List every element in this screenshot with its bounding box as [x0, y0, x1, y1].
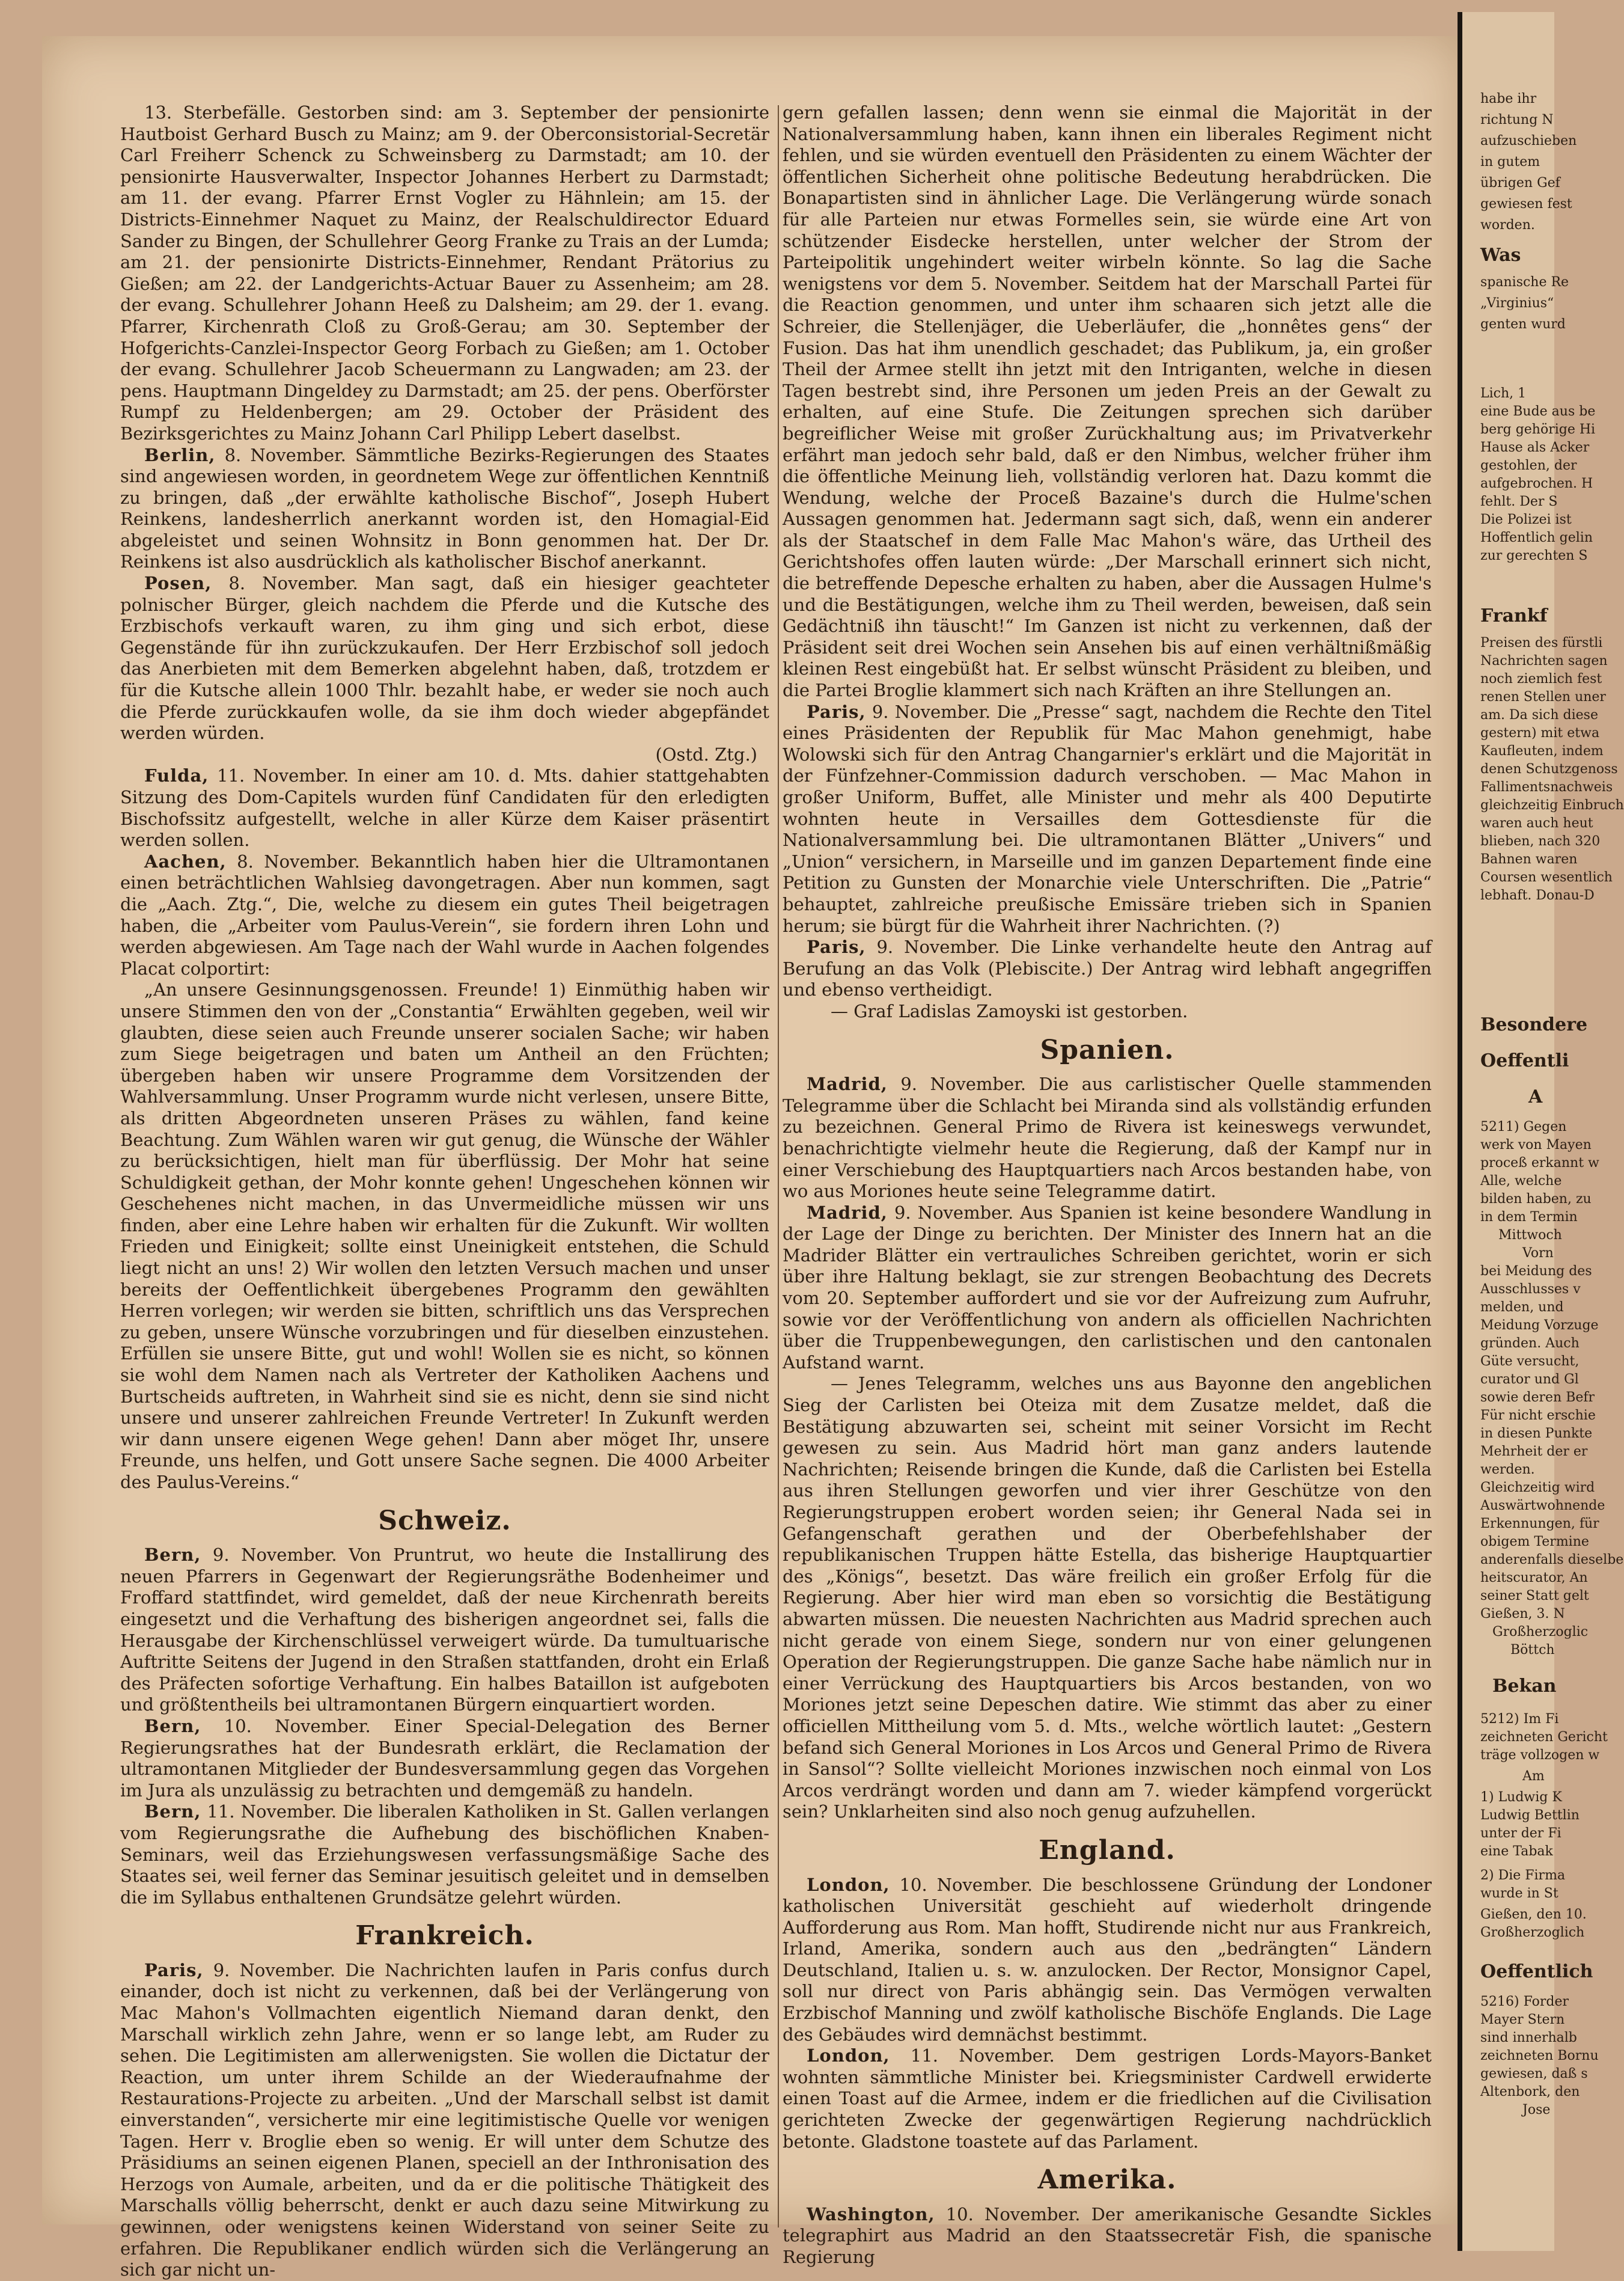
strip-fragment: gründen. Auch: [1480, 1336, 1580, 1351]
article-text: 8. November. Man sagt, daß ein hiesiger geachteter polnischer Bürger, gleich nachdem die Pferde und die Kutsche des Erzbischofs verkauft waren, zu ihm ging und sich erbot, diese Gegenstände für ihn zurückzukaufen. Der Herr Erzbischof soll jedoch das Anerbieten mit dem Bemerken abgelehnt haben, daß, trotzdem er für die Kutsche allein 1000 Thlr. bezahlt habe, er weder sie noch auch die Pferde zurückkaufen wolle, da sie ihm doch wieder abgepfändet werden würden.: [120, 573, 770, 744]
strip-fragment: bilden haben, zu: [1480, 1192, 1592, 1207]
strip-fragment: in gutem: [1480, 155, 1540, 170]
strip-fragment: eine Tabak: [1480, 1844, 1553, 1859]
dateline-place: Posen,: [144, 573, 212, 594]
strip-fragment: Coursen wesentlich: [1480, 870, 1613, 885]
strip-heading: Frankf: [1480, 605, 1548, 626]
section-heading-frankreich: Frankreich.: [355, 1920, 534, 1952]
strip-fragment: Bahnen waren: [1480, 852, 1578, 867]
strip-fragment: Vorn: [1522, 1246, 1554, 1261]
right-column: [783, 102, 1432, 2268]
strip-fragment: lebhaft. Donau-D: [1480, 888, 1595, 903]
strip-fragment: aufgebrochen. H: [1480, 476, 1593, 491]
article-washington: [783, 2204, 1432, 2268]
strip-fragment: Gleichzeitig wird: [1480, 1480, 1595, 1495]
strip-fragment: wurde in St: [1480, 1886, 1558, 1901]
strip-fragment: anderenfalls dieselbe: [1480, 1552, 1624, 1567]
article-posen: [120, 573, 769, 744]
strip-fragment: Mittwoch: [1498, 1228, 1562, 1243]
dateline-place: Madrid,: [807, 1202, 888, 1223]
strip-fragment: Für nicht erschie: [1480, 1408, 1596, 1423]
dateline-place: Paris,: [144, 1959, 204, 1980]
strip-fragment: Die Polizei ist: [1480, 512, 1572, 527]
strip-fragment: gestern) mit etwa: [1480, 726, 1600, 741]
article-text: 10. November. Die beschlossene Gründung der Londoner katholischen Universität geschieht auf wiederholt dringende Aufforderung aus Rom. Man hofft, Studirende nicht nur aus Frankreich, Irland, Amerika, sondern auch aus den „bedrängten“ Ländern Deutschland, Italien u. s. w. anzulocken. Der Rector, Monsignor Capel, soll nur direct von Paris abhängig sein. Das Vermögen verwalten Erzbischof Manning und zwölf katholische Bischöfe Englands. Die Lage des Gebäudes wird demnächst bestimmt.: [783, 1874, 1432, 2045]
aachen-placard-quote: „An unsere Gesinnungsgenossen. Freunde! 1) Einmüthig haben wir unsere Stimmen den von der „Constantia“ Erwählten gegeben, weil wir glaubten, diese seien auch Freunde unserer socialen Sache; wir haben zum Siege beigetragen und baten um Antheil an den Früchten; übergeben haben wir unsere Programme dem Vorsitzenden der Wahlversammlung. Unser Programm wurde nicht verlesen, unsere Bitte, als dritten Abgeordneten unseren Präses zu wählen, fand keine Beachtung. Zum Wählen waren wir gut genug, die Wünsche der Wähler zu berücksichtigen, hielt man für überflüssig. Der Mohr hat seine Schuldigkeit gethan, der Mohr konnte gehen! Ungeschehen können wir Geschehenes nicht machen, in das Unvermeidliche müssen wir uns finden, aber eine Lehre haben wir erhalten für die Zukunft. Wir wollten Frieden und Einigkeit; sollte einst Uneinigkeit entstehen, die Schuld liegt nicht an uns! 2) Wir wollen den letzten Versuch machen und unser bereits der Oeffentlichkeit übergebenes Programm den gewählten Herren vorlegen; wir werden sie bitten, schriftlich uns das Versprechen zu geben, unsere Wünsche vorzubringen und für dieselben einzustehen. Erfüllen sie unsere Bitte, gut und wohl! Wollen sie es nicht, so können sie wohl dem Namen nach als Vertreter der Katholiken Aachens und Burtscheids auftreten, in Wahrheit sind sie es nicht, denn sie sind nicht unsere und unserer zahlreichen Freunde Vertreter! In Zukunft werden wir dann unsere eigenen Wege gehen! Dann aber möget Ihr, unsere Freunde, uns helfen, und Gott unsere Sache segnen. Die 4000 Arbeiter des Paulus-Vereins.“: [120, 979, 769, 1492]
strip-fragment: 5216) Forder: [1480, 1994, 1569, 2009]
strip-fragment: Ludwig Bettlin: [1480, 1808, 1580, 1823]
article-text: 9. November. Die Nachrichten laufen in Paris confus durch einander, doch ist nicht zu verkennen, daß bei der Verlängerung von Mac Mahon's Vollmachten eigentlich Niemand daran denkt, den Marschall wirklich zehn Jahre, wenn er so lange lebt, am Ruder zu sehen. Die Legitimisten am allerwenigsten. Sie wollen die Dictatur der Reaction, um unter ihrem Schilde an der Wiederaufnahme der Restaurations-Projecte zu arbeiten. „Und der Marschall selbst ist damit einverstanden“, versicherte mir eine legitimistische Quelle vor wenigen Tagen. Herr v. Broglie eben so wenig. Er will unter dem Schutze des Präsidiums an seinen eigenen Planen, speciell an der Inthronisation des Herzogs von Aumale, arbeiten, und da er die politische Thätigkeit des Marschalls völlig beherrscht, denkt er auch dazu seine Mitwirkung zu gewinnen, oder wenigstens keinen Widerstand von seiner Seite zu erfahren. Die Republikaner endlich würden sich die Verlängerung an sich gar nicht un-: [120, 1959, 770, 2280]
dateline-place: Paris,: [807, 937, 866, 958]
strip-fragment: Am: [1522, 1769, 1545, 1784]
dateline-place: London,: [807, 1874, 890, 1895]
strip-fragment: noch ziemlich fest: [1480, 672, 1602, 687]
strip-fragment: seiner Statt gelt: [1480, 1588, 1589, 1603]
strip-heading: Bekan: [1492, 1676, 1557, 1697]
article-text: 8. November. Sämmtliche Bezirks-Regierungen des Staates sind angewiesen worden, in geordnetem Wege zur öffentlichen Kenntniß zu bringen, daß „der erwählte katholische Bischof“, Joseph Hubert Reinkens, landesherrlich anerkannt worden ist, den Homagial-Eid abgeleistet und seinen Wohnsitz in Bonn genommen hat. Der Dr. Reinkens ist also ausdrücklich als katholischer Bischof anerkannt.: [120, 444, 769, 572]
section-heading-spanien: Spanien.: [1040, 1034, 1174, 1065]
dateline-place: Bern,: [144, 1715, 201, 1736]
article-fulda: [120, 765, 769, 851]
strip-fragment: gewiesen fest: [1480, 197, 1572, 212]
strip-fragment: gestohlen, der: [1480, 458, 1577, 473]
dateline-place: Madrid,: [807, 1074, 888, 1095]
dateline-place: Bern,: [144, 1801, 201, 1822]
strip-heading: A: [1528, 1086, 1543, 1107]
article-text: 9. November. Die „Presse“ sagt, nachdem die Rechte den Titel eines Präsidenten der Republik für Mac Mahon genehmigt, habe Wolowski sich für den Antrag Changarnier's erklärt und die Majorität in der Fünfzehner-Commission dadurch verschoben. — Mac Mahon in großer Uniform, Buffet, alle Minister und mehr als 400 Deputirte wohnten heute in Versailles dem Gottesdienste für die Nationalversammlung bei. Die ultramontanen Blätter „Univers“ und „Union“ versichern, in Marseille und im ganzen Departement finde eine Petition zu Gunsten der Monarchie viele Unterschriften. Die „Patrie“ behauptet, zahlreiche preußische Emissäre trieben sich in Spanien herum; sie bürgt für die Wahrheit ihrer Nachrichten. (?): [783, 701, 1432, 936]
strip-fragment: renen Stellen uner: [1480, 690, 1606, 705]
strip-fragment: berg gehörige Hi: [1480, 422, 1596, 437]
article-text: 9. November. Von Pruntrut, wo heute die Installirung des neuen Pfarrers in Gegenwart der Regierungsräthe Bodenheimer und Froffard stattfindet, wird gemeldet, daß der neue Kirchenrath bereits eingesetzt und die Verhaftung des bisherigen angeordnet sei, falls die Herausgabe der Kirchenschlüssel verweigert würde. Da tumultuarische Auftritte Seitens der Jugend in den Straßen stattfanden, droht ein Erlaß des Präfecten sofortige Verhaftung. Ein halbes Bataillon ist aufgeboten und größtentheils bei ultramontanen Bürgern einquartiert worden.: [120, 1545, 770, 1715]
strip-heading: Was: [1480, 245, 1521, 266]
article-london-1: [783, 1875, 1432, 2046]
strip-fragment: Jose: [1522, 2102, 1551, 2117]
strip-fragment: Mayer Stern: [1480, 2012, 1565, 2027]
strip-fragment: Ausschlusses v: [1480, 1282, 1581, 1297]
article-bern-2: [120, 1716, 769, 1801]
strip-fragment: genten wurd: [1480, 317, 1566, 332]
article-sterbefaelle: 13. Sterbefälle. Gestorben sind: am 3. September der pensionirte Hautboist Gerhard Busch zu Mainz; am 9. der Oberconsistorial-Secretär Carl Freiherr Schenck zu Schweinsberg zu Darmstadt; am 10. der pensionirte Hausverwalter, Inspector Johannes Herbert zu Darmstadt; am 11. der evang. Pfarrer Ernst Vogler zu Hähnlein; am 15. der Districts-Einnehmer Naquet zu Mainz, der Realschuldirector Eduard Sander zu Bingen, der Schullehrer Georg Franke zu Trais an der Lumda; am 21. der pensionirte Districts-Einnehmer, Rendant Prätorius zu Gießen; am 22. der Landgerichts-Actuar Bauer zu Assenheim; am 28. der evang. Schullehrer Johann Heeß zu Dalsheim; am 29. der 1. evang. Pfarrer, Kirchenrath Cloß zu Groß-Gerau; am 30. September der Hofgerichts-Canzlei-Inspector Georg Forbach zu Gießen; am 1. October der evang. Schullehrer Jacob Scheuermann zu Langwaden; am 23. der pens. Hauptmann Dingeldey zu Darmstadt; am 25. der pens. Oberförster Rumpf zu Heldenbergen; am 29. October der Präsident des Bezirksgerichtes zu Mainz Johann Carl Philipp Lebert daselbst.: [120, 102, 769, 444]
strip-fragment: Altenbork, den: [1480, 2084, 1580, 2099]
strip-fragment: proceß erkannt w: [1480, 1156, 1599, 1171]
dateline-place: Washington,: [807, 2203, 935, 2224]
article-text: 11. November. Dem gestrigen Lords-Mayors-Banket wohnten sämmtliche Minister bei. Kriegsminister Cardwell erwiderte einen Toast auf die Armee, indem er die friedlichen auf die Civilisation gerichteten Zwecke der gegenwärtigen Regierung nachdrücklich betonte. Gladstone toastete auf das Parlament.: [783, 2045, 1432, 2152]
article-paris-3: [783, 937, 1432, 1001]
strip-fragment: sowie deren Befr: [1480, 1390, 1595, 1405]
article-paris-2: [783, 702, 1432, 937]
strip-fragment: Böttch: [1510, 1643, 1555, 1658]
strip-fragment: heitscurator, An: [1480, 1570, 1588, 1585]
left-column: [120, 102, 769, 2281]
section-heading-schweiz: Schweiz.: [378, 1505, 511, 1536]
article-text: 9. November. Aus Spanien ist keine besondere Wandlung in der Lage der Dinge zu berichten. Der Minister des Innern hat an die Madrider Blätter ein vertrauliches Schreiben gerichtet, worin er sich über ihre Haltung beklagt, sie zur strengen Beobachtung des Decrets vom 20. September auffordert und sie vor der Aufreizung zum Aufruhr, sowie vor der Veröffentlichung von andern als officiellen Nachrichten über die Truppenbewegungen, den carlistischen und den cantonalen Aufstand warnt.: [783, 1202, 1432, 1373]
strip-heading: Oeffentli: [1480, 1050, 1569, 1071]
article-text: 9. November. Die Linke verhandelte heute den Antrag auf Berufung an das Volk (Plebiscite.) Der Antrag wird lebhaft angegriffen und ebenso vertheidigt.: [783, 937, 1432, 1000]
strip-fragment: worden.: [1480, 218, 1535, 233]
strip-fragment: Gießen, den 10.: [1480, 1907, 1587, 1922]
column-rule: [778, 105, 779, 2227]
article-london-2: [783, 2045, 1432, 2152]
article-paris-continued: gern gefallen lassen; denn wenn sie einmal die Majorität in der Nationalversammlung haben, kann ihnen ein liberales Regiment nicht fehlen, und sie würden eventuell den Präsidenten zu einem Wächter der öffentlichen Sicherheit ohne politische Bedeutung herabdrücken. Die Bonapartisten sind in ähnlicher Lage. Die Verlängerung würde sonach für alle Parteien nur etwas Formelles sein, sie würde eine Art von schützender Eisdecke herstellen, unter welcher der Strom der Parteipolitik ungehindert weiter wirbeln könnte. So lag die Sache wenigstens vor dem 5. November. Seitdem hat der Marschall Partei für die Reaction genommen, und unter ihm schaaren sich jetzt alle die Schreier, die Stellenjäger, die Ueberläufer, die „honnêtes gens“ der Fusion. Das hat ihm unendlich geschadet; das Publikum, ja, ein großer Theil der Armee stellt ihn jetzt mit den Intriganten, welche in diesen Tagen bestrebt sind, ihre Personen um jeden Preis an der Gewalt zu erhalten, auf eine Stufe. Die Zeitungen sprechen sich darüber begreiflicher Weise mit großer Zurückhaltung aus; im Privatverkehr erfährt man jedoch sehr bald, daß er den Nimbus, welcher früher ihm die öffentliche Meinung lieh, vollständig verloren hat. Dazu kommt die Wendung, welche der Proceß Bazaine's durch die Hulme'schen Aussagen genommen hat. Jedermann sagt sich, daß, wenn ein anderer als der Staatschef in dem Falle Mac Mahon's wäre, das Urtheil des Gerichtshofes offen lauten würde: „Der Marschall erinnert sich nicht, die betreffende Depesche erhalten zu haben, aber die Aussagen Hulme's und die Bestätigungen, welche ihm zu Theil werden, beweisen, daß sein Gedächtniß ihn täuscht!“ Im Ganzen ist nicht zu verkennen, daß der Präsident seit drei Wochen sein Ansehen bis auf einen verhältnißmäßig kleinen Rest eingebüßt hat. Er selbst wünscht Präsident zu bleiben, und die Partei Broglie klammert sich nach Kräften an ihre Stellungen an.: [783, 102, 1432, 701]
section-heading-amerika: Amerika.: [1037, 2164, 1177, 2196]
article-text: 11. November. Die liberalen Katholiken in St. Gallen verlangen vom Regierungsrathe die Aufhebung des bischöflichen Knaben-Seminars, weil das Erziehungswesen verfassungsmäßige Sache des Staates sei, weil ferner das Seminar jesuitisch geleitet und in demselben die im Syllabus enthaltenen Grundsätze gelehrt würden.: [120, 1801, 769, 1908]
strip-fragment: Alle, welche: [1480, 1174, 1562, 1189]
strip-fragment: 1) Ludwig K: [1480, 1790, 1562, 1805]
strip-fragment: Großherzoglich: [1480, 1925, 1585, 1940]
strip-fragment: Erkennungen, für: [1480, 1516, 1599, 1531]
strip-fragment: in dem Termin: [1480, 1210, 1578, 1225]
strip-fragment: denen Schutzgenoss: [1480, 762, 1618, 777]
dateline-place: Paris,: [807, 701, 866, 722]
article-text: 11. November. In einer am 10. d. Mts. dahier stattgehabten Sitzung des Dom-Capitels wurden fünf Candidaten für den erledigten Bischofssitz aufgestellt, welche in aller Kürze dem Kaiser präsentirt werden sollen.: [120, 765, 770, 851]
source-note: (Ostd. Ztg.): [655, 744, 757, 765]
adjacent-page-strip: [1458, 12, 1624, 2251]
dateline-place: Bern,: [144, 1545, 201, 1566]
strip-fragment: aufzuschieben: [1480, 133, 1577, 148]
dateline-place: Berlin,: [144, 444, 216, 465]
article-madrid-2: [783, 1202, 1432, 1374]
strip-fragment: obigem Termine: [1480, 1534, 1589, 1549]
strip-fragment: Gießen, 3. N: [1480, 1606, 1565, 1621]
strip-fragment: waren auch heut: [1480, 816, 1593, 831]
article-text: 10. November. Der amerikanische Gesandte Sickles telegraphirt aus Madrid an den Staatssecretär Fish, die spanische Regierung: [783, 2203, 1432, 2267]
strip-fragment: „Virginius“: [1480, 296, 1554, 311]
strip-fragment: Großherzoglic: [1492, 1624, 1589, 1640]
strip-fragment: 5211) Gegen: [1480, 1119, 1567, 1134]
strip-fragment: Mehrheit der er: [1480, 1444, 1588, 1459]
newspaper-page: [42, 36, 1461, 2280]
article-berlin: [120, 445, 769, 574]
strip-fragment: werden.: [1480, 1462, 1535, 1477]
strip-fragment: Fallimentsnachweis: [1480, 780, 1613, 795]
strip-fragment: fehlt. Der S: [1480, 494, 1558, 509]
article-paris-note: — Graf Ladislas Zamoyski ist gestorben.: [831, 1000, 1188, 1021]
strip-fragment: habe ihr: [1480, 91, 1537, 106]
strip-fragment: sind innerhalb: [1480, 2030, 1577, 2045]
strip-fragment: übrigen Gef: [1480, 176, 1560, 191]
article-madrid-note: — Jenes Telegramm, welches uns aus Bayonne den angeblichen Sieg der Carlisten bei Oteiza mit dem Zusatze meldet, daß die Bestätigung abzuwarten sei, scheint mit seiner Vorsicht im Recht gewesen zu sein. Aus Madrid hört man ganz anders lautende Nachrichten; Reisende bringen die Kunde, daß die Carlisten bei Estella aus ihren Stellungen geworfen und vier ihrer Geschütze von den Regierungstruppen erobert worden seien; ihr General Nada sei in Gefangenschaft gerathen und der Oberbefehlshaber der republikanischen Truppen hätte Estella, das bisherige Hauptquartier des „Königs“, besetzt. Das wäre freilich ein großer Erfolg für die Regierung. Aber hier wird man eben so vorsichtig die Bestätigung abwarten müssen. Die neuesten Nachrichten aus Madrid sprechen auch nicht gerade von einem Siege, sondern nur von einer gelungenen Operation der Regierungstruppen. Die ganze Sache habe nämlich nur in einer Verrückung des Hauptquartiers bis Arcos bestanden, von wo Moriones jetzt seine Depeschen datire. Wie stimmt das aber zu einer officiellen Mittheilung vom 5. d. Mts., welche wörtlich lautet: „Gestern befand sich General Moriones in Los Arcos und General Primo de Rivera in Sansol“? Sollte vielleicht Moriones inzwischen noch einmal von Los Arcos verdrängt worden und dann am 7. wieder kämpfend vorgerückt sein? Unklarheiten sind also noch genug aufzuhellen.: [783, 1373, 1432, 1822]
strip-fragment: zeichneten Bornu: [1480, 2048, 1599, 2063]
strip-fragment: Auswärtwohnende: [1480, 1498, 1605, 1513]
strip-fragment: Hoffentlich gelin: [1480, 530, 1593, 545]
strip-fragment: träge vollzogen w: [1480, 1748, 1600, 1763]
strip-fragment: gleichzeitig Einbruch: [1480, 798, 1624, 813]
strip-fragment: Lich, 1: [1480, 386, 1527, 401]
strip-fragment: curator und Gl: [1480, 1372, 1579, 1387]
article-bern-1: [120, 1545, 769, 1716]
strip-fragment: richtung N: [1480, 112, 1554, 127]
strip-fragment: zur gerechten S: [1480, 548, 1588, 563]
strip-heading: Oeffentlich: [1480, 1961, 1593, 1982]
strip-fragment: zeichneten Gericht: [1480, 1730, 1608, 1745]
strip-fragment: Nachrichten sagen: [1480, 654, 1608, 669]
dateline-place: Aachen,: [144, 851, 227, 872]
strip-fragment: Kaufleuten, indem: [1480, 744, 1604, 759]
strip-fragment: eine Bude aus be: [1480, 404, 1596, 419]
strip-fragment: gewiesen, daß s: [1480, 2066, 1588, 2081]
strip-fragment: werk von Mayen: [1480, 1137, 1592, 1153]
strip-fragment: in diesen Punkte: [1480, 1426, 1593, 1441]
strip-fragment: melden, und: [1480, 1300, 1564, 1315]
strip-fragment: Hause als Acker: [1480, 440, 1590, 455]
article-text: 9. November. Die aus carlistischer Quelle stammenden Telegramme über die Schlacht bei Miranda sind als vollständig erfunden zu bezeichnen. General Primo de Rivera ist keineswegs verwundet, benachrichtigte vielmehr heute die Regierung, daß der Kampf nur in einer Verschiebung des Hauptquartiers nach Arcos bestanden habe, von wo aus Moriones heute seine Telegramme datirt.: [783, 1074, 1432, 1202]
strip-fragment: 5212) Im Fi: [1480, 1712, 1559, 1727]
article-aachen: [120, 851, 769, 980]
article-paris-1: [120, 1960, 769, 2281]
article-madrid-1: [783, 1074, 1432, 1202]
strip-fragment: spanische Re: [1480, 275, 1569, 290]
dateline-place: London,: [807, 2045, 890, 2066]
strip-fragment: Preisen des fürstli: [1480, 635, 1603, 651]
strip-fragment: Meidung Vorzuge: [1480, 1318, 1599, 1333]
strip-fragment: Güte versucht,: [1480, 1354, 1580, 1369]
strip-fragment: unter der Fi: [1480, 1826, 1561, 1841]
strip-fragment: bei Meidung des: [1480, 1264, 1592, 1279]
article-bern-3: [120, 1801, 769, 1908]
strip-fragment: am. Da sich diese: [1480, 708, 1598, 723]
article-text: 10. November. Einer Special-Delegation des Berner Regierungsrathes hat der Bundesrath erklärt, die Reclamation der ultramontanen Mitglieder der Bundesversammlung gegen das Vorgehen im Jura als unzulässig zu betrachten und demgemäß zu handeln.: [120, 1715, 770, 1801]
strip-fragment: 2) Die Firma: [1480, 1868, 1566, 1883]
dateline-place: Fulda,: [144, 765, 209, 786]
article-text: 8. November. Bekanntlich haben hier die Ultramontanen einen beträchtlichen Wahlsieg davongetragen. Aber nun kommen, sagt die „Aach. Ztg.“, Die, welche zu diesem ein gutes Theil beigetragen haben, die „Arbeiter vom Paulus-Verein“, sie fordern ihren Lohn und werden abgewiesen. Am Tage nach der Wahl wurde in Aachen folgendes Placat colportirt:: [120, 851, 769, 979]
section-heading-england: England.: [1039, 1834, 1176, 1866]
strip-fragment: blieben, nach 320: [1480, 834, 1601, 849]
strip-heading: Besondere: [1480, 1014, 1588, 1035]
